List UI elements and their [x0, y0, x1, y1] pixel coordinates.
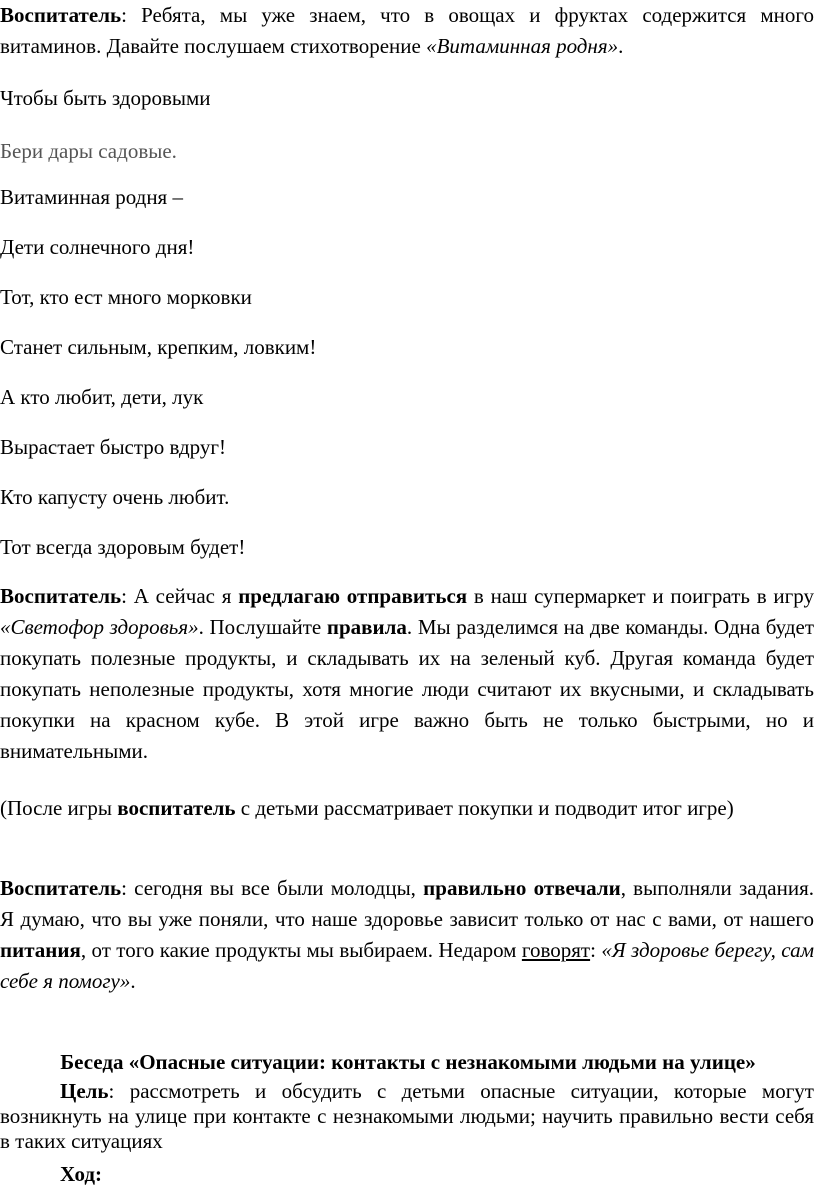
poem-line: Вырастает быстро вдруг! — [0, 435, 226, 459]
game-title: «Светофор здоровья» — [0, 615, 199, 639]
intro-paragraph: Воспитатель: Ребята, мы уже знаем, что в овощах и фруктах содержится много витаминов. Давайте послушаем стихотворение «Витаминная родня». — [0, 3, 814, 58]
speaker-label: Воспитатель — [0, 584, 122, 608]
poem-line: А кто любит, дети, лук — [0, 385, 204, 409]
poem-line: Станет сильным, крепким, ловким! — [0, 335, 317, 359]
conclusion-paragraph: Воспитатель: сегодня вы все были молодцы, правильно отвечали, выполняли задания. Я думаю, что вы уже поняли, что наше здоровье зависит только от нас с вами, от нашего питания, от того какие продукты мы выбираем. Недаром говорят: «Я здоровье берегу, сам себе я помогу». — [0, 876, 815, 993]
poem-line: Кто капусту очень любит. — [0, 485, 230, 509]
course-label: Ход: — [60, 1162, 103, 1186]
speaker-label: Воспитатель — [0, 3, 122, 27]
poem-title: «Витаминная родня» — [426, 34, 619, 58]
poem-line: Дети солнечного дня! — [0, 235, 195, 259]
poem-line: Тот, кто ест много морковки — [0, 285, 252, 309]
proverb-quote: «Я здоровье берегу, сам себе я помогу» — [0, 938, 814, 993]
goal-label: Цель — [60, 1079, 109, 1103]
poem-line: Витаминная родня – — [0, 185, 183, 209]
goal-paragraph: Цель: рассмотреть и обсудить с детьми опасные ситуации, которые могут возникнуть на улице при контакте с незнакомыми людьми; научить правильно вести себя в таких ситуациях — [0, 1079, 814, 1153]
game-paragraph: Воспитатель: А сейчас я предлагаю отправиться в наш супермаркет и поиграть в игру «Светофор здоровья». Послушайте правила. Мы разделимся на две команды. Одна будет покупать полезные продукты, и складывать их на зеленый куб. Другая команда будет покупать неполезные продукты, хотя многие люди считают их вкусными, и складывать покупки на красном кубе. В этой игре важно быть не только быстрыми, но и внимательными. — [0, 584, 815, 763]
after-game-paragraph: (После игры воспитатель с детьми рассматривает покупки и подводит итог игре) — [0, 796, 734, 820]
poem-line: Тот всегда здоровым будет! — [0, 535, 246, 559]
poem-line: Чтобы быть здоровыми — [0, 86, 211, 110]
section-heading: Беседа «Опасные ситуации: контакты с незнакомыми людьми на улице» — [60, 1050, 756, 1074]
speaker-label: Воспитатель — [0, 876, 122, 900]
poem-line: Бери дары садовые. — [0, 139, 177, 163]
